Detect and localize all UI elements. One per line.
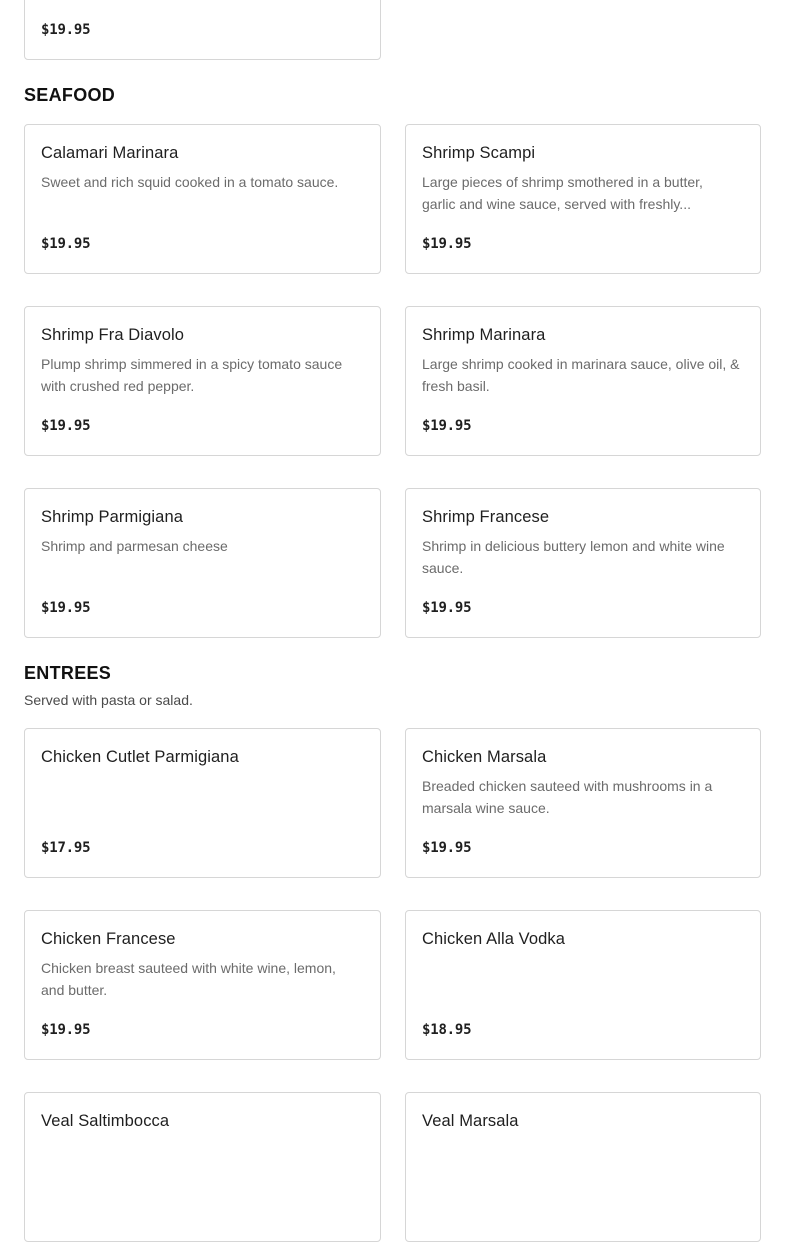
menu-item-card[interactable] bbox=[24, 728, 381, 878]
item-name: Chicken Alla Vodka bbox=[422, 930, 566, 948]
item-name: Veal Saltimbocca bbox=[41, 1112, 170, 1130]
item-name: Chicken Cutlet Parmigiana bbox=[41, 748, 239, 766]
item-name: Calamari Marinara bbox=[41, 144, 179, 162]
menu-item-card[interactable] bbox=[24, 910, 381, 1060]
section-title-entrees: ENTREES bbox=[24, 663, 112, 683]
menu-item-card[interactable] bbox=[24, 306, 381, 456]
item-price: $19.95 bbox=[41, 236, 91, 252]
item-description: Sweet and rich squid cooked in a tomato sauce. bbox=[41, 174, 339, 190]
menu-item-card[interactable] bbox=[405, 728, 761, 878]
item-name: Shrimp Fra Diavolo bbox=[41, 326, 185, 344]
item-name: Veal Marsala bbox=[422, 1112, 519, 1130]
section-subtitle-entrees: Served with pasta or salad. bbox=[24, 692, 193, 708]
item-name: Chicken Marsala bbox=[422, 748, 547, 766]
item-price: $19.95 bbox=[422, 600, 472, 616]
menu-item-card[interactable] bbox=[405, 306, 761, 456]
menu-item-card[interactable] bbox=[24, 488, 381, 638]
menu-item-card[interactable] bbox=[405, 910, 761, 1060]
item-name: Shrimp Parmigiana bbox=[41, 508, 184, 526]
item-name: Shrimp Scampi bbox=[422, 144, 536, 162]
item-price: $19.95 bbox=[41, 22, 91, 38]
menu-item-card[interactable] bbox=[405, 124, 761, 274]
item-price: $19.95 bbox=[41, 1022, 91, 1038]
item-price: $19.95 bbox=[422, 418, 472, 434]
item-description: Plump shrimp simmered in a spicy tomato sauce with crushed red pepper. bbox=[41, 356, 343, 394]
item-description: Shrimp in delicious buttery lemon and white wine sauce. bbox=[422, 538, 725, 576]
item-price: $17.95 bbox=[41, 840, 91, 856]
item-price: $19.95 bbox=[41, 418, 91, 434]
item-price: $19.95 bbox=[41, 600, 91, 616]
menu-item-card[interactable] bbox=[405, 1092, 761, 1242]
item-name: Shrimp Marinara bbox=[422, 326, 546, 344]
menu-item-card[interactable] bbox=[405, 488, 761, 638]
item-name: Shrimp Francese bbox=[422, 508, 550, 526]
item-description: Large pieces of shrimp smothered in a butter, garlic and wine sauce, served with freshly... bbox=[422, 174, 703, 212]
menu-item-card[interactable] bbox=[24, 1092, 381, 1242]
item-price: $18.95 bbox=[422, 1022, 472, 1038]
item-description: Shrimp and parmesan cheese bbox=[41, 538, 228, 554]
section-title-seafood: SEAFOOD bbox=[24, 85, 116, 105]
item-name: Chicken Francese bbox=[41, 930, 176, 948]
item-description: Breaded chicken sauteed with mushrooms in a marsala wine sauce. bbox=[422, 778, 713, 816]
item-description: Chicken breast sauteed with white wine, lemon, and butter. bbox=[41, 960, 336, 998]
menu-item-card[interactable] bbox=[24, 0, 381, 60]
menu-item-card[interactable] bbox=[24, 124, 381, 274]
item-price: $19.95 bbox=[422, 840, 472, 856]
item-price: $19.95 bbox=[422, 236, 472, 252]
item-description: Large shrimp cooked in marinara sauce, olive oil, & fresh basil. bbox=[422, 356, 740, 394]
